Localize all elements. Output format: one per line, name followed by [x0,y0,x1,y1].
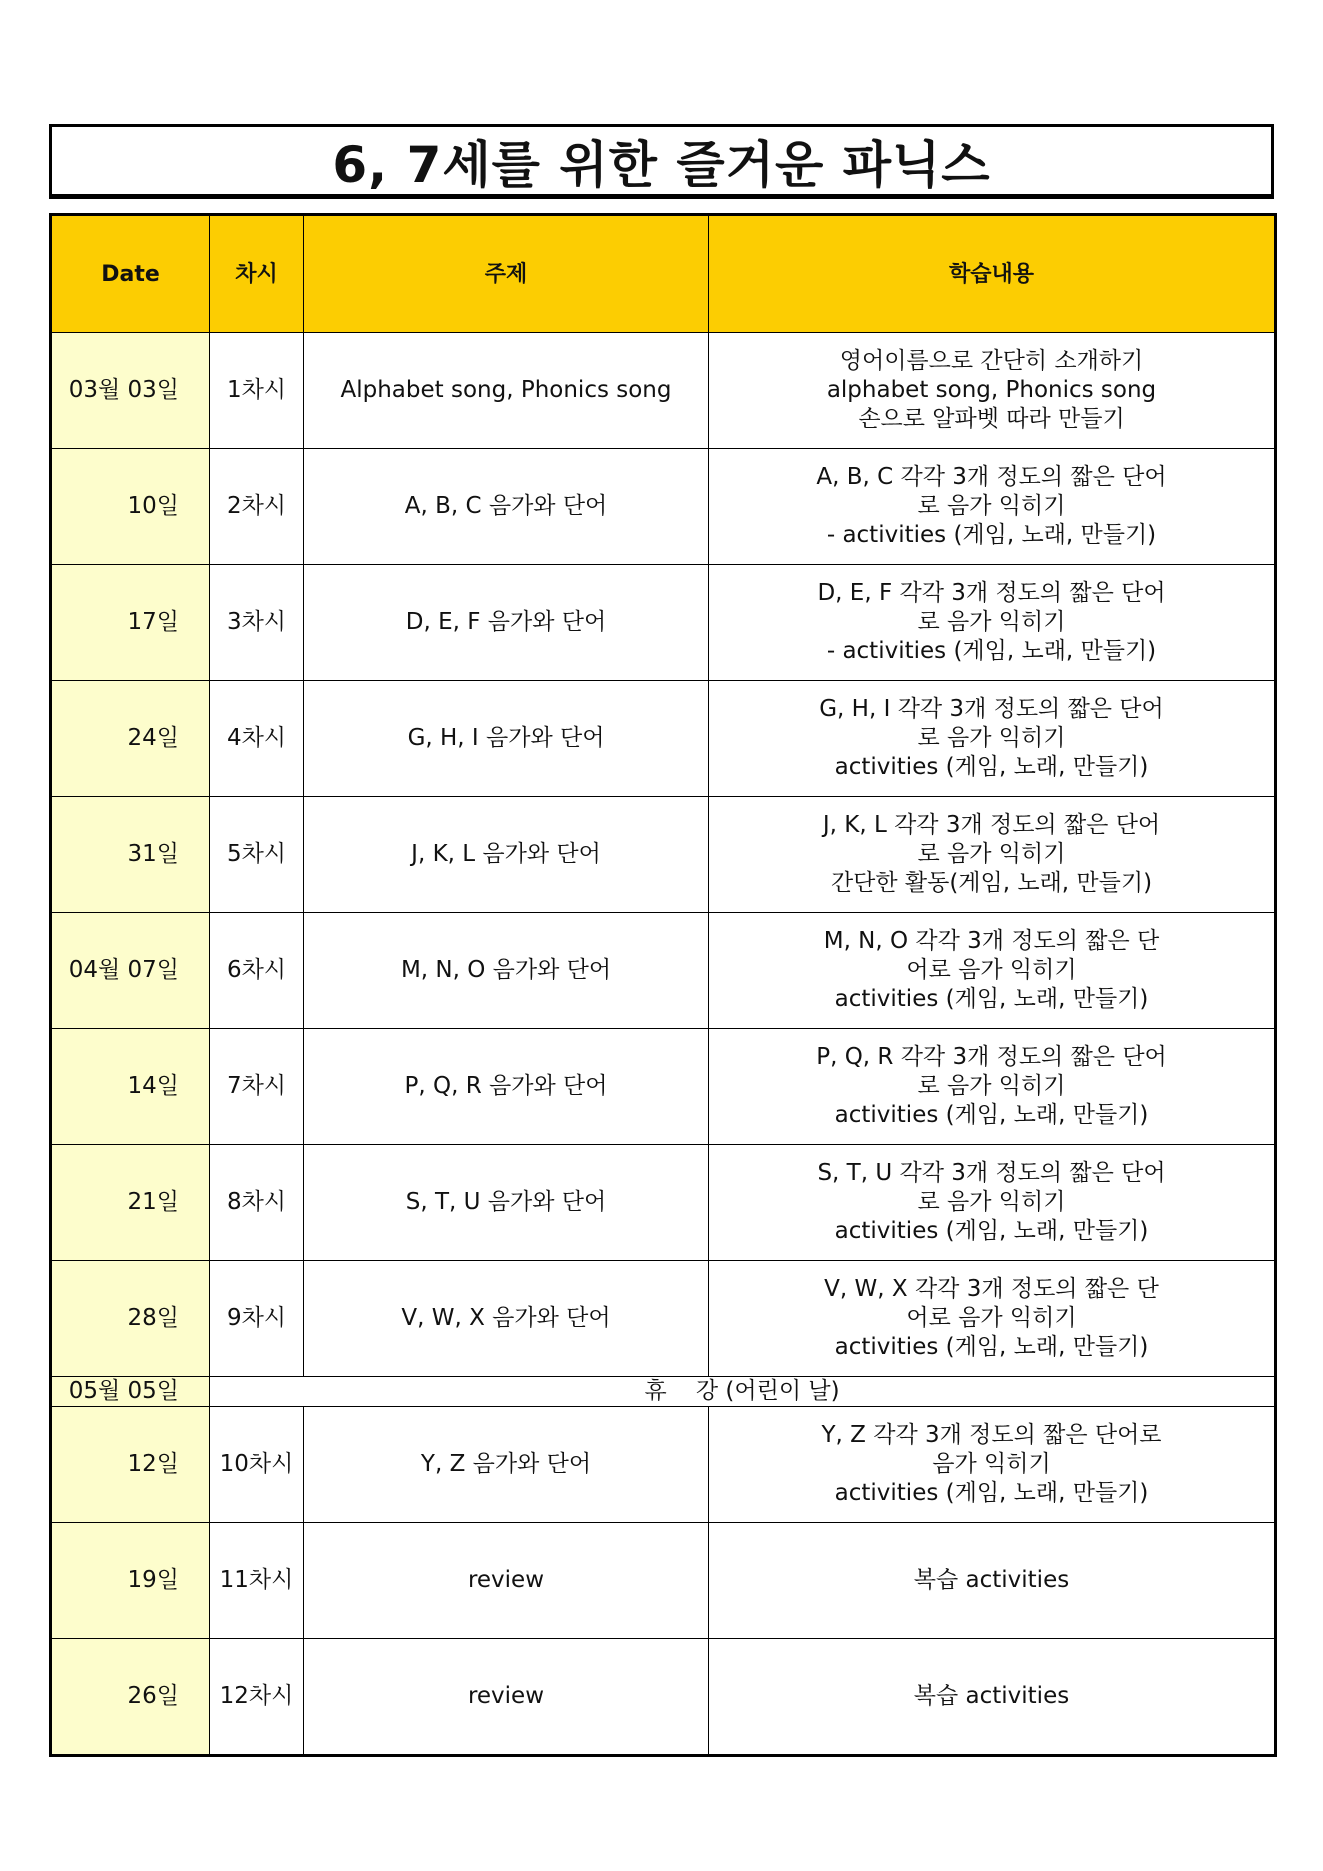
topic-cell: D, E, F 음가와 단어 [304,565,709,681]
content-line: G, H, I 각각 3개 정도의 짧은 단어 [819,696,1164,722]
content-line: alphabet song, Phonics song [826,377,1157,403]
topic-cell: review [304,1523,709,1639]
date-cell: 28일 [51,1261,210,1377]
header-session: 차시 [210,215,304,333]
content-line: 복습 activities [913,1567,1070,1593]
topic-cell: Alphabet song, Phonics song [304,333,709,449]
content-line: 복습 activities [913,1683,1070,1709]
content-line: 어로 음가 익히기 [906,1305,1077,1331]
content-cell [709,1407,1276,1523]
date-cell: 19일 [51,1523,210,1639]
content-line: activities (게임, 노래, 만들기) [834,1334,1149,1360]
content-line: 로 음가 익히기 [917,609,1066,635]
table-row [51,333,1276,449]
content-cell [709,565,1276,681]
content-cell [709,333,1276,449]
date-cell: 21일 [51,1145,210,1261]
date-cell: 03월 03일 [51,333,210,449]
content-cell [709,797,1276,913]
header-topic: 주제 [304,215,709,333]
content-line: 로 음가 익히기 [917,493,1066,519]
content-line: M, N, O 각각 3개 정도의 짧은 단 [823,928,1160,954]
topic-cell: A, B, C 음가와 단어 [304,449,709,565]
content-line: 로 음가 익히기 [917,1189,1066,1215]
content-line: 손으로 알파벳 따라 만들기 [858,406,1125,432]
content-cell [709,1029,1276,1145]
content-line: S, T, U 각각 3개 정도의 짧은 단어 [817,1160,1166,1186]
content-line: J, K, L 각각 3개 정도의 짧은 단어 [822,812,1161,838]
session-cell: 3차시 [210,565,304,681]
table-row [51,1145,1276,1261]
table-row [51,449,1276,565]
header-content: 학습내용 [709,215,1276,333]
topic-cell: V, W, X 음가와 단어 [304,1261,709,1377]
content-line: - activities (게임, 노래, 만들기) [826,522,1157,548]
date-cell: 12일 [51,1407,210,1523]
content-line: 음가 익히기 [932,1451,1051,1477]
content-line: Y, Z 각각 3개 정도의 짧은 단어로 [821,1422,1162,1448]
table-row [51,565,1276,681]
header-date: Date [51,215,210,333]
date-cell: 04월 07일 [51,913,210,1029]
content-cell [709,681,1276,797]
holiday-text: 휴 강 (어린이 날) [210,1377,1276,1407]
session-cell: 5차시 [210,797,304,913]
topic-cell: S, T, U 음가와 단어 [304,1145,709,1261]
content-cell [709,449,1276,565]
session-cell: 6차시 [210,913,304,1029]
session-cell: 7차시 [210,1029,304,1145]
table-row [51,1261,1276,1377]
content-line: 어로 음가 익히기 [906,957,1077,983]
content-line: 로 음가 익히기 [917,725,1066,751]
session-cell: 9차시 [210,1261,304,1377]
content-line: P, Q, R 각각 3개 정도의 짧은 단어 [816,1044,1167,1070]
content-line: activities (게임, 노래, 만들기) [834,1480,1149,1506]
date-cell: 10일 [51,449,210,565]
content-line: V, W, X 각각 3개 정도의 짧은 단 [824,1276,1159,1302]
date-cell: 17일 [51,565,210,681]
content-line: - activities (게임, 노래, 만들기) [826,638,1157,664]
table-row [51,1407,1276,1523]
holiday-row [51,1377,1276,1407]
content-line: activities (게임, 노래, 만들기) [834,986,1149,1012]
content-line: 로 음가 익히기 [917,841,1066,867]
session-cell: 11차시 [210,1523,304,1639]
page-title: 6, 7세를 위한 즐거운 파닉스 [332,135,991,194]
content-line: 간단한 활동(게임, 노래, 만들기) [830,870,1153,896]
session-cell: 12차시 [210,1639,304,1756]
content-cell [709,913,1276,1029]
content-cell [709,1261,1276,1377]
date-cell: 05월 05일 [51,1377,210,1407]
content-line: 영어이름으로 간단히 소개하기 [839,348,1144,374]
topic-cell: J, K, L 음가와 단어 [304,797,709,913]
content-line: 로 음가 익히기 [917,1073,1066,1099]
topic-cell: G, H, I 음가와 단어 [304,681,709,797]
topic-cell: M, N, O 음가와 단어 [304,913,709,1029]
topic-cell: review [304,1639,709,1756]
header-row [51,215,1276,333]
content-line: A, B, C 각각 3개 정도의 짧은 단어 [816,464,1167,490]
table-row [51,681,1276,797]
table-row [51,797,1276,913]
session-cell: 4차시 [210,681,304,797]
topic-cell: P, Q, R 음가와 단어 [304,1029,709,1145]
date-cell: 26일 [51,1639,210,1756]
schedule-table [49,213,1277,1757]
session-cell: 2차시 [210,449,304,565]
date-cell: 14일 [51,1029,210,1145]
date-cell: 31일 [51,797,210,913]
table-row [51,1639,1276,1756]
session-cell: 1차시 [210,333,304,449]
content-cell [709,1145,1276,1261]
table-row [51,1523,1276,1639]
topic-cell: Y, Z 음가와 단어 [304,1407,709,1523]
title-box [49,124,1274,199]
session-cell: 10차시 [210,1407,304,1523]
table-row [51,913,1276,1029]
content-line: activities (게임, 노래, 만들기) [834,1218,1149,1244]
content-line: activities (게임, 노래, 만들기) [834,754,1149,780]
date-cell: 24일 [51,681,210,797]
content-cell [709,1639,1276,1756]
content-line: activities (게임, 노래, 만들기) [834,1102,1149,1128]
content-line: D, E, F 각각 3개 정도의 짧은 단어 [817,580,1166,606]
session-cell: 8차시 [210,1145,304,1261]
content-cell [709,1523,1276,1639]
table-row [51,1029,1276,1145]
